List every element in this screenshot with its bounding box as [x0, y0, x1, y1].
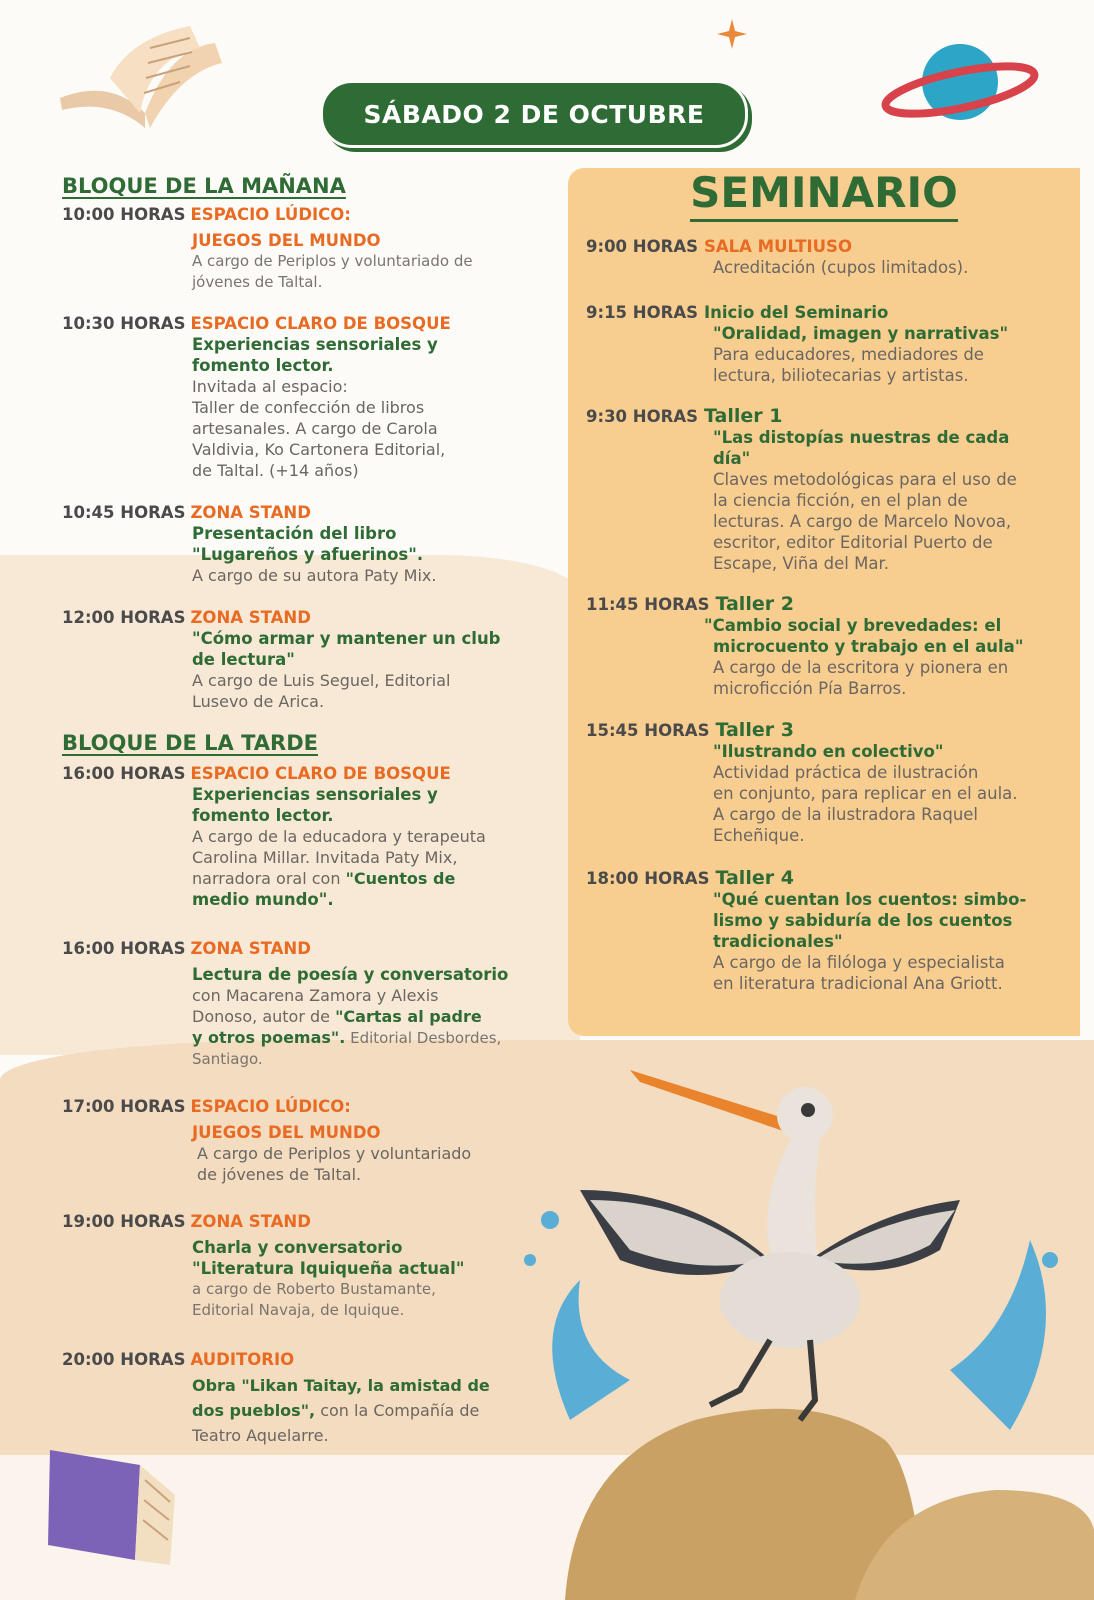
- event-label: Taller 2: [715, 593, 794, 615]
- event-title-line: Experiencias sensoriales y: [192, 335, 438, 354]
- event-title-line: fomento lector.: [192, 806, 334, 825]
- event-desc-line: Actividad práctica de ilustración: [713, 763, 979, 782]
- event-title-line: "Las distopías nuestras de cada: [713, 428, 1010, 447]
- event-place: ZONA STAND: [190, 939, 311, 958]
- event-desc-line: A cargo de Periplos y voluntariado de: [192, 252, 473, 270]
- event-place: ESPACIO LÚDICO:: [190, 205, 351, 224]
- event-desc-line: Acreditación (cupos limitados).: [713, 258, 969, 277]
- event-desc-line: Lusevo de Arica.: [192, 692, 325, 711]
- seminar-event-0915: [586, 302, 1056, 386]
- event-desc-line: A cargo de Luis Seguel, Editorial: [192, 671, 451, 690]
- event-desc-line: A cargo de la escritora y pionera en: [713, 658, 1009, 677]
- event-desc-line: [192, 1006, 562, 1027]
- event-place: SALA MULTIUSO: [703, 237, 852, 256]
- morning-block-title: BLOQUE DE LA MAÑANA: [62, 174, 346, 198]
- event-desc-text: Editorial Desbordes,: [345, 1029, 502, 1047]
- event-title-line: Lectura de poesía y conversatorio: [192, 965, 509, 984]
- event-desc-line: A cargo de la ilustradora Raquel: [713, 805, 979, 824]
- pelican-illustration: [580, 1060, 960, 1440]
- event-desc-line: A cargo de la filóloga y especialista: [713, 953, 1005, 972]
- event-desc-line: [192, 1027, 562, 1049]
- event-desc-line: de Taltal. (+14 años): [192, 461, 359, 480]
- event-time: 9:15 HORAS: [586, 303, 698, 322]
- event-title-line: "Ilustrando en colectivo": [713, 742, 944, 761]
- event-desc-text: con la Compañía de: [315, 1401, 480, 1420]
- seminar-event-1145: [586, 594, 1056, 699]
- event-desc-line: Para educadores, mediadores de: [713, 345, 984, 364]
- event-place: ESPACIO CLARO DE BOSQUE: [190, 764, 451, 783]
- event-desc-line: Editorial Navaja, de Iquique.: [192, 1301, 405, 1319]
- star-icon: [716, 18, 748, 50]
- event-desc-line: la ciencia ficción, en el plan de: [713, 491, 968, 510]
- event-title-line: Experiencias sensoriales y: [192, 785, 438, 804]
- event-time: 19:00 HORAS: [62, 1212, 186, 1231]
- event-label: Taller 3: [715, 719, 794, 741]
- event-title-line: "Qué cuentan los cuentos: simbo-: [713, 890, 1027, 909]
- event-desc-line: Santiago.: [192, 1050, 263, 1068]
- event-title-text: Obra: [192, 1376, 242, 1395]
- event-title-line: Charla y conversatorio: [192, 1238, 403, 1257]
- event-title-line: microcuento y trabajo en el aula": [713, 637, 1024, 656]
- event-desc-line: a cargo de Roberto Bustamante,: [192, 1280, 436, 1298]
- event-time: 11:45 HORAS: [586, 595, 710, 614]
- event-place: ZONA STAND: [190, 1212, 311, 1231]
- seminar-event-1545: [586, 720, 1056, 846]
- morning-event-1030: [62, 313, 562, 481]
- event-time: 9:00 HORAS: [586, 237, 698, 256]
- event-desc-line: escritor, editor Editorial Puerto de: [713, 533, 993, 552]
- event-label: Inicio del Seminario: [703, 303, 889, 322]
- event-desc-line: lectura, biliotecarias y artistas.: [713, 366, 969, 385]
- event-time: 16:00 HORAS: [62, 764, 186, 783]
- event-label: Taller 4: [715, 867, 794, 889]
- event-time: 17:00 HORAS: [62, 1097, 186, 1116]
- morning-event-1000: [62, 204, 562, 293]
- event-time: 10:30 HORAS: [62, 314, 186, 333]
- event-title-line: "Oralidad, imagen y narrativas": [713, 324, 1009, 343]
- event-time: 12:00 HORAS: [62, 608, 186, 627]
- closed-book-icon: [40, 1440, 190, 1570]
- planet-icon: [880, 40, 1040, 130]
- event-subtitle: JUEGOS DEL MUNDO: [192, 1123, 381, 1142]
- date-header-text: SÁBADO 2 DE OCTUBRE: [363, 99, 705, 129]
- event-title-line: "Literatura Iquiqueña actual": [192, 1259, 465, 1278]
- event-desc-line: Valdivia, Ko Cartonera Editorial,: [192, 440, 446, 459]
- seminar-event-0930: [586, 406, 1056, 574]
- event-title-line: de lectura": [192, 650, 295, 669]
- event-time: 10:45 HORAS: [62, 503, 186, 522]
- event-desc-line: Teatro Aquelarre.: [192, 1426, 329, 1445]
- event-work-title: "Cuentos de: [345, 869, 456, 888]
- seminar-event-0900: [586, 236, 1056, 278]
- event-desc-line: artesanales. A cargo de Carola: [192, 419, 438, 438]
- event-label: Taller 1: [703, 405, 783, 427]
- event-title-line: tradicionales": [713, 932, 843, 951]
- event-time: 9:30 HORAS: [586, 407, 698, 426]
- event-subtitle: JUEGOS DEL MUNDO: [192, 231, 381, 250]
- event-work-title: "Cartas al padre: [335, 1007, 482, 1026]
- morning-event-1200: [62, 607, 562, 712]
- event-work-title: dos pueblos",: [192, 1401, 316, 1420]
- event-desc-line: Escape, Viña del Mar.: [713, 554, 889, 573]
- event-time: 10:00 HORAS: [62, 205, 186, 224]
- event-desc-line: Claves metodológicas para el uso de: [713, 470, 1017, 489]
- event-place: ZONA STAND: [190, 503, 311, 522]
- event-time: 16:00 HORAS: [62, 939, 186, 958]
- afternoon-block-title: BLOQUE DE LA TARDE: [62, 731, 318, 755]
- event-desc-line: Echeñique.: [713, 826, 805, 845]
- afternoon-event-1600-stand: [62, 938, 562, 1070]
- morning-event-1045: [62, 502, 562, 586]
- event-desc-text: narradora oral con: [192, 869, 346, 888]
- event-desc-line: de jóvenes de Taltal.: [197, 1165, 362, 1184]
- event-place: ZONA STAND: [190, 608, 311, 627]
- event-desc-line: A cargo de Periplos y voluntariado: [197, 1144, 472, 1163]
- event-title-line: [192, 1398, 562, 1423]
- event-desc-line: jóvenes de Taltal.: [192, 273, 323, 291]
- afternoon-event-2000: [62, 1349, 562, 1448]
- seminar-event-1800: [586, 868, 1056, 994]
- event-desc-line: A cargo de su autora Paty Mix.: [192, 566, 437, 585]
- event-place: ESPACIO LÚDICO:: [190, 1097, 351, 1116]
- event-work-title: medio mundo".: [192, 890, 334, 909]
- afternoon-event-1600-bosque: [62, 763, 562, 910]
- event-time: 18:00 HORAS: [586, 869, 710, 888]
- event-desc-line: en conjunto, para replicar en el aula.: [713, 784, 1018, 803]
- event-desc-line: Taller de confección de libros: [192, 398, 425, 417]
- event-desc-line: Carolina Millar. Invitada Paty Mix,: [192, 848, 458, 867]
- event-desc-text: Donoso, autor de: [192, 1007, 336, 1026]
- event-desc-line: en literatura tradicional Ana Griott.: [713, 974, 1003, 993]
- event-desc-line: lecturas. A cargo de Marcelo Novoa,: [713, 512, 1012, 531]
- afternoon-event-1700: [62, 1096, 562, 1185]
- event-title-line: "Lugareños y afuerinos".: [192, 545, 424, 564]
- event-place: ESPACIO CLARO DE BOSQUE: [190, 314, 451, 333]
- event-desc-line: [192, 868, 562, 889]
- seminar-title: [568, 168, 1080, 217]
- event-desc-line: A cargo de la educadora y terapeuta: [192, 827, 486, 846]
- event-work-title: y otros poemas".: [192, 1028, 346, 1047]
- event-place: AUDITORIO: [190, 1350, 295, 1369]
- event-desc-line: Invitada al espacio:: [192, 377, 348, 396]
- date-header: [320, 80, 748, 148]
- event-title-line: Presentación del libro: [192, 524, 397, 543]
- event-desc-line: con Macarena Zamora y Alexis: [192, 986, 439, 1005]
- afternoon-event-1900: [62, 1211, 562, 1321]
- event-title-line: lismo y sabiduría de los cuentos: [713, 911, 1013, 930]
- event-work-title: "Likan Taitay, la amistad de: [241, 1376, 490, 1395]
- event-title-line: [192, 1373, 562, 1398]
- seminar-title-text: SEMINARIO: [690, 168, 958, 222]
- event-time: 15:45 HORAS: [586, 721, 710, 740]
- event-title-line: "Cambio social y brevedades: el: [704, 616, 1002, 635]
- event-desc-line: microficción Pía Barros.: [713, 679, 907, 698]
- event-time: 20:00 HORAS: [62, 1350, 186, 1369]
- event-title-line: fomento lector.: [192, 356, 334, 375]
- event-title-line: "Cómo armar y mantener un club: [192, 629, 501, 648]
- event-title-line: día": [713, 449, 751, 468]
- open-book-icon: [50, 18, 230, 133]
